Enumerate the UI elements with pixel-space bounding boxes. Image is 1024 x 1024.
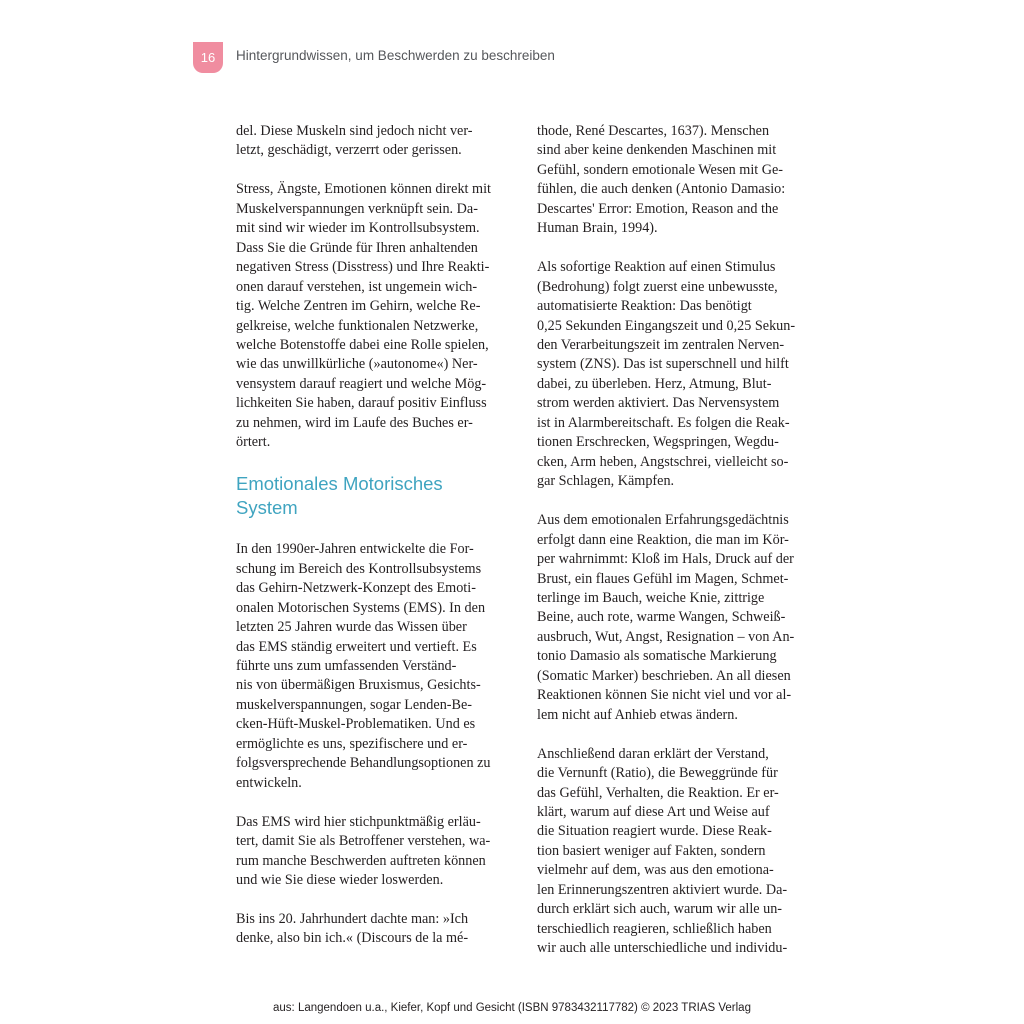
page-number-badge: 16	[193, 42, 223, 73]
source-footer: aus: Langendoen u.a., Kiefer, Kopf und Gesicht (ISBN 9783432117782) © 2023 TRIAS Verlag	[273, 1002, 751, 1014]
left-paragraph-3: In den 1990er-Jahren entwickelte die For- schung im Bereich des Kontrollsubsystems das Gehirn-Netzwerk-Konzept des Emoti- onalen Motorischen Systems (EMS). In den letzten 25 Jahren wurde das Wissen über das EMS ständig erweitert und vertieft. Es führte uns zum umfassenden Verständ- nis von übermäßigen Bruxismus, Gesichts- muskelverspannungen, sogar Lenden-Be- cken-Hüft-Muskel-Problematiken. Und es ermöglichte es uns, spezifischere und er- folgsversprechende Behandlungsoptionen zu entwickeln.	[236, 541, 491, 791]
right-column	[537, 122, 813, 978]
right-paragraph-4: Anschließend daran erklärt der Verstand, die Vernunft (Ratio), die Beweggründe für das Gefühl, Verhalten, die Reaktion. Er er- klärt, warum auf diese Art und Weise auf die Situation reagiert wurde. Diese Reak- tion basiert weniger auf Fakten, sondern vielmehr auf dem, was aus den emotiona- len Erinnerungszentren aktiviert wurde. Da- durch erklärt sich auch, warum wir alle un- terschiedlich reagieren, schließlich haben wir auch alle unterschiedliche und individu-	[537, 745, 788, 957]
right-paragraph-2: Als sofortige Reaktion auf einen Stimulus (Bedrohung) folgt zuerst eine unbewusste, automatisierte Reaktion: Das benötigt 0,25 Sekunden Eingangszeit und 0,25 Sekun- den Verarbeitungszeit im zentralen Nerven- system (ZNS). Das ist superschnell und hilft dabei, zu überleben. Herz, Atmung, Blut- strom werden aktiviert. Das Nervensystem ist in Alarmbereitschaft. Es folgen die Reak- tionen Erschrecken, Wegspringen, Wegdu- cken, Arm heben, Angstschrei, vielleicht so- gar Schlagen, Kämpfen.	[537, 259, 796, 490]
left-paragraph-2: Stress, Ängste, Emotionen können direkt mit Muskelverspannungen verknüpft sein. Da- mit sind wir wieder im Kontrollsubsystem. Dass Sie die Gründe für Ihren anhaltenden negativen Stress (Disstress) und Ihre Reakti- onen darauf verstehen, ist ungemein wich- tig. Welche Zentren im Gehirn, welche Re- gelkreise, welche funktionalen Netzwerke, welche Botenstoffe dabei eine Rolle spielen, wie das unwillkürliche (»autonome«) Ner- vensystem darauf reagiert und welche Mög- lichkeiten Sie haben, darauf positiv Einfluss zu nehmen, wird im Laufe des Buches er- örtert.	[236, 181, 491, 451]
right-paragraph-1: thode, René Descartes, 1637). Menschen sind aber keine denkenden Maschinen mit Gefühl, sondern emotionale Wesen mit Ge- fühlen, die auch denken (Antonio Damasio: Descartes' Error: Emotion, Reason and the Human Brain, 1994).	[537, 123, 786, 237]
left-paragraph-4: Das EMS wird hier stichpunktmäßig erläu- tert, damit Sie als Betroffener verstehen, wa- rum manche Beschwerden auftreten können und wie Sie diese wieder loswerden.	[236, 813, 491, 888]
left-paragraph-1: del. Diese Muskeln sind jedoch nicht ver- letzt, geschädigt, verzerrt oder gerissen.	[236, 123, 473, 159]
left-column	[236, 122, 512, 968]
left-paragraph-5: Bis ins 20. Jahrhundert dachte man: »Ich denke, also bin ich.« (Discours de la mé-	[236, 910, 469, 947]
running-title: Hintergrundwissen, um Beschwerden zu beschreiben	[236, 48, 555, 63]
section-heading: Emotionales Motorisches System	[236, 473, 443, 519]
right-paragraph-3: Aus dem emotionalen Erfahrungsgedächtnis erfolgt dann eine Reaktion, die man im Kör- per wahrnimmt: Kloß im Hals, Druck auf der Brust, ein flaues Gefühl im Magen, Schmet- terlinge im Bauch, weiche Knie, zittrige Beine, auch rote, warme Wangen, Schweiß- ausbruch, Wut, Angst, Resignation – von An- tonio Damasio als somatische Markierung (Somatic Marker) beschrieben. An all diesen Reaktionen können Sie nicht viel und vor al- lem nicht auf Anhieb etwas ändern.	[537, 512, 795, 723]
